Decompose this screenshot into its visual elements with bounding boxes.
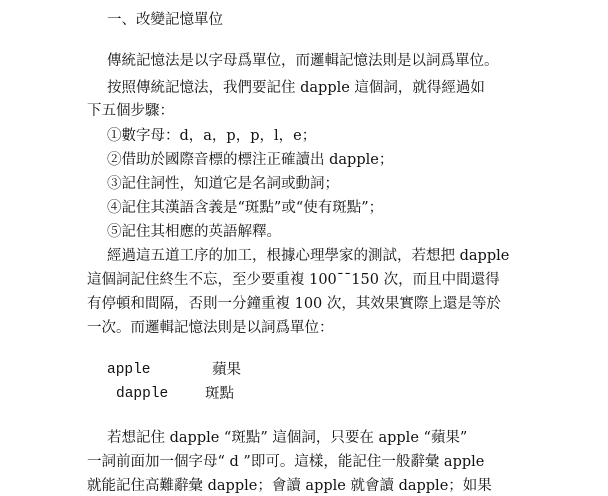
paragraph-3-line-1: 經過這五道工序的加工，根據心理學家的測試，若想把 dapple [107, 248, 510, 264]
paragraph-3-line-2: 這個詞記住終生不忘，至少要重複 100¯¯150 次，而且中間還得 [87, 272, 500, 288]
paragraph-3-line-4: 一次。而邏輯記憶法則是以詞爲單位： [87, 320, 334, 336]
step-item-2: ②借助於國際音標的標注正確讀出 dapple； [107, 152, 394, 168]
word-pair-2-word: dapple [116, 386, 169, 402]
step-item-5: ⑤記住其相應的英語解釋。 [107, 224, 281, 240]
paragraph-4-line-1: 若想記住 dapple “斑點” 這個詞，只要在 apple “蘋果” [107, 430, 468, 446]
section-heading: 一、改變記憶單位 [107, 12, 223, 28]
word-pair-1-meaning: 蘋果 [212, 362, 241, 378]
step-item-3: ③記住詞性，知道它是名詞或動詞； [107, 176, 339, 192]
word-pair-1-word: apple [107, 362, 151, 378]
step-item-4: ④記住其漢語含義是“斑點”或“使有斑點”； [107, 200, 384, 216]
paragraph-3-line-3: 有停頓和間隔，否則一分鐘重複 100 次，其效果實際上還是等於 [87, 296, 501, 312]
word-pair-2-meaning: 斑點 [205, 386, 234, 402]
paragraph-2-line-2: 下五個步驟： [87, 103, 174, 119]
step-item-1: ①數字母：d，a，p，p，l，e； [107, 128, 317, 144]
paragraph-2-line-1: 按照傳統記憶法，我們要記住 dapple 這個詞，就得經過如 [107, 80, 485, 96]
paragraph-4-line-3: 就能記住高難辭彙 dapple；會讀 apple 就會讀 dapple；如果 [87, 478, 492, 494]
paragraph-4-line-2: 一詞前面加一個字母“ d ”即可。這樣，能記住一般辭彙 apple [87, 454, 485, 470]
paragraph-1: 傳統記憶法是以字母爲單位，而邏輯記憶法則是以詞爲單位。 [107, 53, 499, 69]
